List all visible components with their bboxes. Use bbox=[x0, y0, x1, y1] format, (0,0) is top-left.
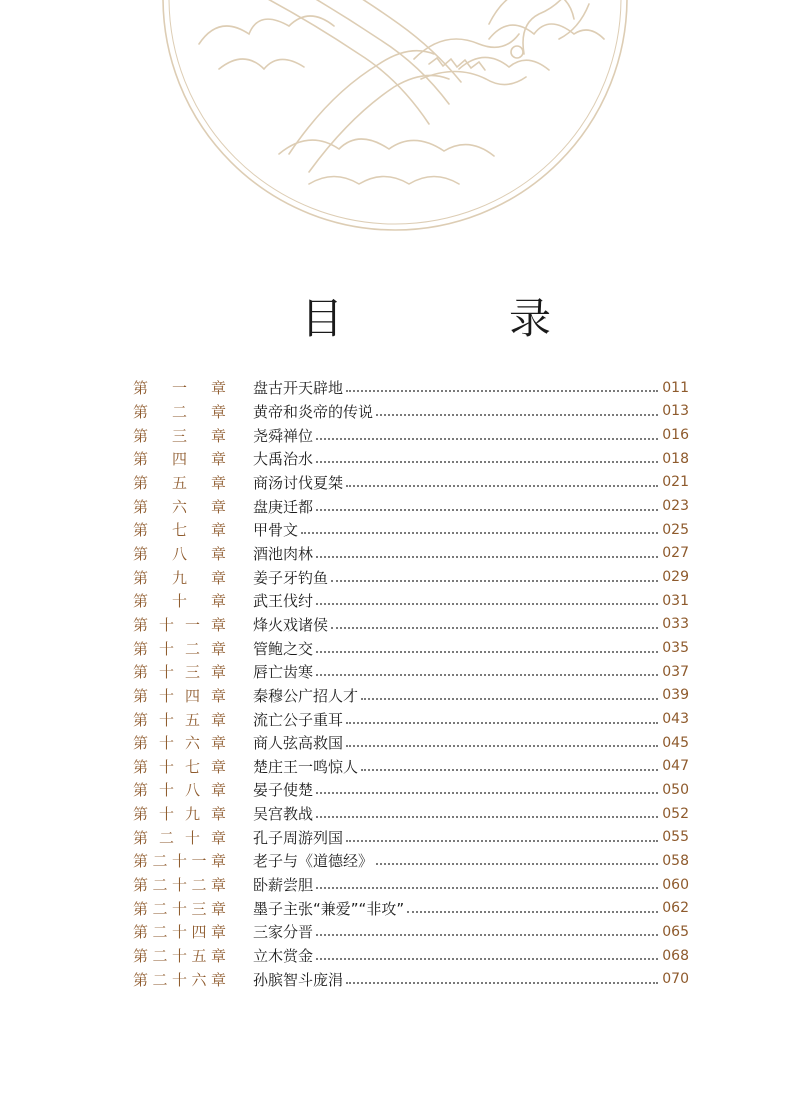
chapter-label-char: 章 bbox=[210, 497, 226, 516]
chapter-label-char: 第 bbox=[133, 568, 149, 587]
dot-leader bbox=[376, 413, 658, 416]
page-number: 023 bbox=[662, 498, 689, 515]
chapter-label-char: 章 bbox=[210, 710, 226, 729]
dot-leader bbox=[346, 981, 658, 984]
chapter-label bbox=[133, 425, 226, 446]
dot-leader bbox=[346, 484, 658, 487]
dot-leader bbox=[361, 768, 658, 771]
page-number: 068 bbox=[662, 947, 689, 964]
chapter-label-char: 章 bbox=[210, 686, 226, 705]
chapter-label-char: 三 bbox=[191, 899, 207, 918]
chapter-title: 楚庄王一鸣惊人 bbox=[253, 757, 359, 776]
page-number: 016 bbox=[662, 427, 689, 444]
chapter-label-char: 二 bbox=[158, 828, 174, 847]
dot-leader bbox=[361, 697, 658, 700]
dot-leader bbox=[316, 933, 658, 936]
chapter-label-char: 第 bbox=[133, 615, 149, 634]
chapter-title: 卧薪尝胆 bbox=[253, 876, 314, 895]
chapter-label bbox=[133, 590, 226, 611]
page-number: 013 bbox=[662, 403, 689, 420]
chapter-label-char: 十 bbox=[171, 923, 187, 942]
toc-entry[interactable] bbox=[133, 376, 689, 400]
chapter-label-char: 章 bbox=[210, 615, 226, 634]
chapter-label-char: 章 bbox=[210, 521, 226, 540]
chapter-label-char: 第 bbox=[133, 852, 149, 871]
chapter-title: 商汤讨伐夏桀 bbox=[253, 473, 344, 492]
chapter-label-char: 第 bbox=[133, 970, 149, 989]
chapter-label-char: 七 bbox=[184, 757, 200, 776]
toc-title: 目 录 bbox=[300, 294, 613, 343]
toc-entry[interactable] bbox=[133, 542, 689, 566]
chapter-label-char: 十 bbox=[171, 852, 187, 871]
chapter-title: 商人弦高救国 bbox=[253, 734, 344, 753]
chapter-label-char: 第 bbox=[133, 805, 149, 824]
chapter-label-char: 十 bbox=[171, 970, 187, 989]
chapter-label-char: 十 bbox=[158, 639, 174, 658]
chapter-label-char: 二 bbox=[152, 899, 168, 918]
chapter-label-char: 第 bbox=[133, 734, 149, 753]
chapter-title: 秦穆公广招人才 bbox=[253, 686, 359, 705]
chapter-label-char: 十 bbox=[158, 686, 174, 705]
page-number: 011 bbox=[662, 379, 689, 396]
chapter-label-char: 第 bbox=[133, 379, 149, 398]
chapter-label-char: 第 bbox=[133, 473, 149, 492]
chapter-label bbox=[133, 709, 226, 730]
chapter-label bbox=[133, 519, 226, 540]
chapter-title: 酒池肉林 bbox=[253, 544, 314, 563]
chapter-label-char: 章 bbox=[210, 450, 226, 469]
chapter-label-char: 一 bbox=[191, 852, 207, 871]
chapter-label-char: 十 bbox=[158, 710, 174, 729]
toc-entry[interactable] bbox=[133, 849, 689, 873]
chapter-label-char: 章 bbox=[210, 805, 226, 824]
chapter-title: 孙膑智斗庞涓 bbox=[253, 970, 344, 989]
chapter-label-char: 第 bbox=[133, 828, 149, 847]
chapter-label-char: 章 bbox=[210, 639, 226, 658]
dot-leader bbox=[346, 744, 658, 747]
toc-entry[interactable] bbox=[133, 447, 689, 471]
chapter-label-char: 九 bbox=[184, 805, 200, 824]
chapter-title: 老子与《道德经》 bbox=[253, 852, 374, 871]
chapter-label bbox=[133, 756, 226, 777]
chapter-label-char: 第 bbox=[133, 710, 149, 729]
chapter-title: 盘庚迁都 bbox=[253, 497, 314, 516]
chapter-title: 管鲍之交 bbox=[253, 639, 314, 658]
chapter-label bbox=[133, 969, 226, 990]
chapter-label-char: 二 bbox=[152, 852, 168, 871]
chapter-label-char: 八 bbox=[184, 781, 200, 800]
chapter-label bbox=[133, 377, 226, 398]
chapter-label-char: 二 bbox=[152, 876, 168, 895]
page-number: 025 bbox=[662, 521, 689, 538]
chapter-label-char: 十 bbox=[158, 615, 174, 634]
chapter-label-char: 第 bbox=[133, 947, 149, 966]
chapter-title: 黄帝和炎帝的传说 bbox=[253, 402, 374, 421]
chapter-label-char: 二 bbox=[191, 876, 207, 895]
chapter-label-char: 五 bbox=[171, 473, 187, 492]
toc-entry[interactable] bbox=[133, 967, 689, 991]
chapter-label-char: 章 bbox=[210, 828, 226, 847]
dot-leader bbox=[316, 602, 658, 605]
dot-leader bbox=[316, 815, 658, 818]
toc-entry[interactable] bbox=[133, 636, 689, 660]
chapter-label-char: 第 bbox=[133, 781, 149, 800]
chapter-label-char: 十 bbox=[158, 805, 174, 824]
chapter-label bbox=[133, 614, 226, 635]
page-number: 037 bbox=[662, 663, 689, 680]
toc-entry[interactable] bbox=[133, 802, 689, 826]
dot-leader bbox=[301, 531, 658, 534]
chapter-title: 立木赏金 bbox=[253, 947, 314, 966]
chapter-label-char: 章 bbox=[210, 923, 226, 942]
chapter-label-char: 四 bbox=[191, 923, 207, 942]
chapter-label-char: 章 bbox=[210, 592, 226, 611]
chapter-label-char: 十 bbox=[158, 781, 174, 800]
toc-entry[interactable] bbox=[133, 944, 689, 968]
chapter-title: 烽火戏诸侯 bbox=[253, 615, 329, 634]
chapter-label bbox=[133, 732, 226, 753]
page-number: 050 bbox=[662, 781, 689, 798]
chapter-label-char: 章 bbox=[210, 568, 226, 587]
chapter-label bbox=[133, 496, 226, 517]
page-number: 055 bbox=[662, 829, 689, 846]
chapter-label-char: 第 bbox=[133, 639, 149, 658]
chapter-label bbox=[133, 874, 226, 895]
chapter-label-char: 十 bbox=[171, 876, 187, 895]
chapter-label bbox=[133, 827, 226, 848]
chapter-label-char: 三 bbox=[184, 663, 200, 682]
chapter-label-char: 章 bbox=[210, 947, 226, 966]
chapter-label-char: 章 bbox=[210, 970, 226, 989]
chapter-label-char: 章 bbox=[210, 757, 226, 776]
chapter-label-char: 六 bbox=[191, 970, 207, 989]
page-number: 029 bbox=[662, 569, 689, 586]
toc-entry[interactable] bbox=[133, 494, 689, 518]
toc-entry[interactable] bbox=[133, 778, 689, 802]
chapter-label bbox=[133, 638, 226, 659]
dot-leader bbox=[316, 650, 658, 653]
toc-entry[interactable] bbox=[133, 400, 689, 424]
toc-entry[interactable] bbox=[133, 755, 689, 779]
page-number: 052 bbox=[662, 805, 689, 822]
page-number: 035 bbox=[662, 640, 689, 657]
toc-entry[interactable] bbox=[133, 471, 689, 495]
dot-leader bbox=[316, 957, 658, 960]
chapter-label bbox=[133, 921, 226, 942]
chapter-label bbox=[133, 803, 226, 824]
dot-leader bbox=[316, 555, 658, 558]
page-number: 021 bbox=[662, 474, 689, 491]
chapter-label-char: 二 bbox=[152, 970, 168, 989]
chapter-label-char: 章 bbox=[210, 402, 226, 421]
dot-leader bbox=[316, 886, 658, 889]
chapter-label-char: 章 bbox=[210, 544, 226, 563]
toc-entry[interactable] bbox=[133, 731, 689, 755]
chapter-label-char: 章 bbox=[210, 426, 226, 445]
page-number: 027 bbox=[662, 545, 689, 562]
chapter-label-char: 十 bbox=[171, 947, 187, 966]
page-number: 065 bbox=[662, 923, 689, 940]
chapter-title: 大禹治水 bbox=[253, 450, 314, 469]
chapter-label-char: 第 bbox=[133, 521, 149, 540]
dot-leader bbox=[316, 437, 658, 440]
chapter-label-char: 章 bbox=[210, 852, 226, 871]
chapter-title: 墨子主张“兼爱”“非攻” bbox=[253, 899, 405, 918]
chapter-label-char: 八 bbox=[171, 544, 187, 563]
chapter-title: 吴宫教战 bbox=[253, 805, 314, 824]
chapter-label bbox=[133, 850, 226, 871]
chapter-label-char: 章 bbox=[210, 876, 226, 895]
chapter-label-char: 章 bbox=[210, 379, 226, 398]
dot-leader bbox=[346, 721, 658, 724]
chapter-label-char: 章 bbox=[210, 781, 226, 800]
toc-entry[interactable] bbox=[133, 825, 689, 849]
chapter-title: 流亡公子重耳 bbox=[253, 710, 344, 729]
page-number: 062 bbox=[662, 900, 689, 917]
phoenix-medallion-icon bbox=[159, 0, 631, 234]
chapter-label-char: 十 bbox=[171, 592, 187, 611]
chapter-label-char: 第 bbox=[133, 497, 149, 516]
page-number: 039 bbox=[662, 687, 689, 704]
chapter-label-char: 章 bbox=[210, 663, 226, 682]
chapter-title: 尧舜禅位 bbox=[253, 426, 314, 445]
chapter-title: 武王伐纣 bbox=[253, 592, 314, 611]
dot-leader bbox=[346, 839, 658, 842]
chapter-title: 唇亡齿寒 bbox=[253, 663, 314, 682]
chapter-label-char: 四 bbox=[184, 686, 200, 705]
chapter-label bbox=[133, 898, 226, 919]
chapter-label-char: 第 bbox=[133, 544, 149, 563]
chapter-label-char: 九 bbox=[171, 568, 187, 587]
chapter-label-char: 第 bbox=[133, 663, 149, 682]
chapter-label-char: 一 bbox=[171, 379, 187, 398]
page-number: 070 bbox=[662, 971, 689, 988]
dot-leader bbox=[316, 791, 658, 794]
chapter-label-char: 十 bbox=[158, 663, 174, 682]
dot-leader bbox=[376, 862, 658, 865]
toc-entry[interactable] bbox=[133, 684, 689, 708]
chapter-label bbox=[133, 685, 226, 706]
page-number: 045 bbox=[662, 734, 689, 751]
chapter-label bbox=[133, 779, 226, 800]
chapter-label-char: 第 bbox=[133, 686, 149, 705]
chapter-title: 盘古开天辟地 bbox=[253, 379, 344, 398]
chapter-title: 姜子牙钓鱼 bbox=[253, 568, 329, 587]
page-number: 047 bbox=[662, 758, 689, 775]
page-number: 058 bbox=[662, 852, 689, 869]
toc-entry[interactable] bbox=[133, 518, 689, 542]
toc-entry[interactable] bbox=[133, 707, 689, 731]
chapter-label bbox=[133, 472, 226, 493]
chapter-label-char: 十 bbox=[184, 828, 200, 847]
chapter-label bbox=[133, 543, 226, 564]
dot-leader bbox=[346, 389, 658, 392]
chapter-label bbox=[133, 661, 226, 682]
chapter-label-char: 章 bbox=[210, 473, 226, 492]
chapter-label-char: 一 bbox=[184, 615, 200, 634]
page-number: 043 bbox=[662, 711, 689, 728]
chapter-label-char: 十 bbox=[158, 757, 174, 776]
toc-entry[interactable] bbox=[133, 896, 689, 920]
chapter-label bbox=[133, 945, 226, 966]
chapter-title: 孔子周游列国 bbox=[253, 828, 344, 847]
chapter-label-char: 十 bbox=[171, 899, 187, 918]
chapter-label-char: 五 bbox=[191, 947, 207, 966]
toc-list bbox=[133, 376, 689, 991]
chapter-label-char: 第 bbox=[133, 757, 149, 776]
chapter-label bbox=[133, 448, 226, 469]
page-number: 033 bbox=[662, 616, 689, 633]
chapter-label-char: 二 bbox=[152, 923, 168, 942]
chapter-title: 甲骨文 bbox=[253, 521, 299, 540]
chapter-label-char: 六 bbox=[184, 734, 200, 753]
toc-entry[interactable] bbox=[133, 660, 689, 684]
chapter-label-char: 五 bbox=[184, 710, 200, 729]
chapter-label-char: 三 bbox=[171, 426, 187, 445]
chapter-label-char: 二 bbox=[184, 639, 200, 658]
chapter-label-char: 章 bbox=[210, 734, 226, 753]
chapter-label-char: 七 bbox=[171, 521, 187, 540]
chapter-label-char: 六 bbox=[171, 497, 187, 516]
chapter-label-char: 章 bbox=[210, 899, 226, 918]
dot-leader bbox=[331, 579, 658, 582]
chapter-label-char: 第 bbox=[133, 923, 149, 942]
dot-leader bbox=[316, 460, 658, 463]
chapter-label-char: 第 bbox=[133, 592, 149, 611]
toc-entry[interactable] bbox=[133, 423, 689, 447]
dot-leader bbox=[316, 508, 658, 511]
chapter-label-char: 第 bbox=[133, 876, 149, 895]
chapter-label-char: 二 bbox=[152, 947, 168, 966]
toc-entry[interactable] bbox=[133, 589, 689, 613]
chapter-label-char: 第 bbox=[133, 402, 149, 421]
page-number: 060 bbox=[662, 876, 689, 893]
toc-entry[interactable] bbox=[133, 873, 689, 897]
chapter-label bbox=[133, 567, 226, 588]
chapter-label-char: 第 bbox=[133, 899, 149, 918]
chapter-title: 三家分晋 bbox=[253, 923, 314, 942]
toc-entry[interactable] bbox=[133, 613, 689, 637]
chapter-label-char: 二 bbox=[171, 402, 187, 421]
toc-entry[interactable] bbox=[133, 920, 689, 944]
dot-leader bbox=[316, 673, 658, 676]
chapter-title: 晏子使楚 bbox=[253, 781, 314, 800]
chapter-label-char: 第 bbox=[133, 426, 149, 445]
chapter-label bbox=[133, 401, 226, 422]
dot-leader bbox=[331, 626, 658, 629]
chapter-label-char: 四 bbox=[171, 450, 187, 469]
page-number: 031 bbox=[662, 592, 689, 609]
chapter-label-char: 十 bbox=[158, 734, 174, 753]
page-number: 018 bbox=[662, 450, 689, 467]
dot-leader bbox=[407, 910, 658, 913]
chapter-label-char: 第 bbox=[133, 450, 149, 469]
toc-entry[interactable] bbox=[133, 565, 689, 589]
